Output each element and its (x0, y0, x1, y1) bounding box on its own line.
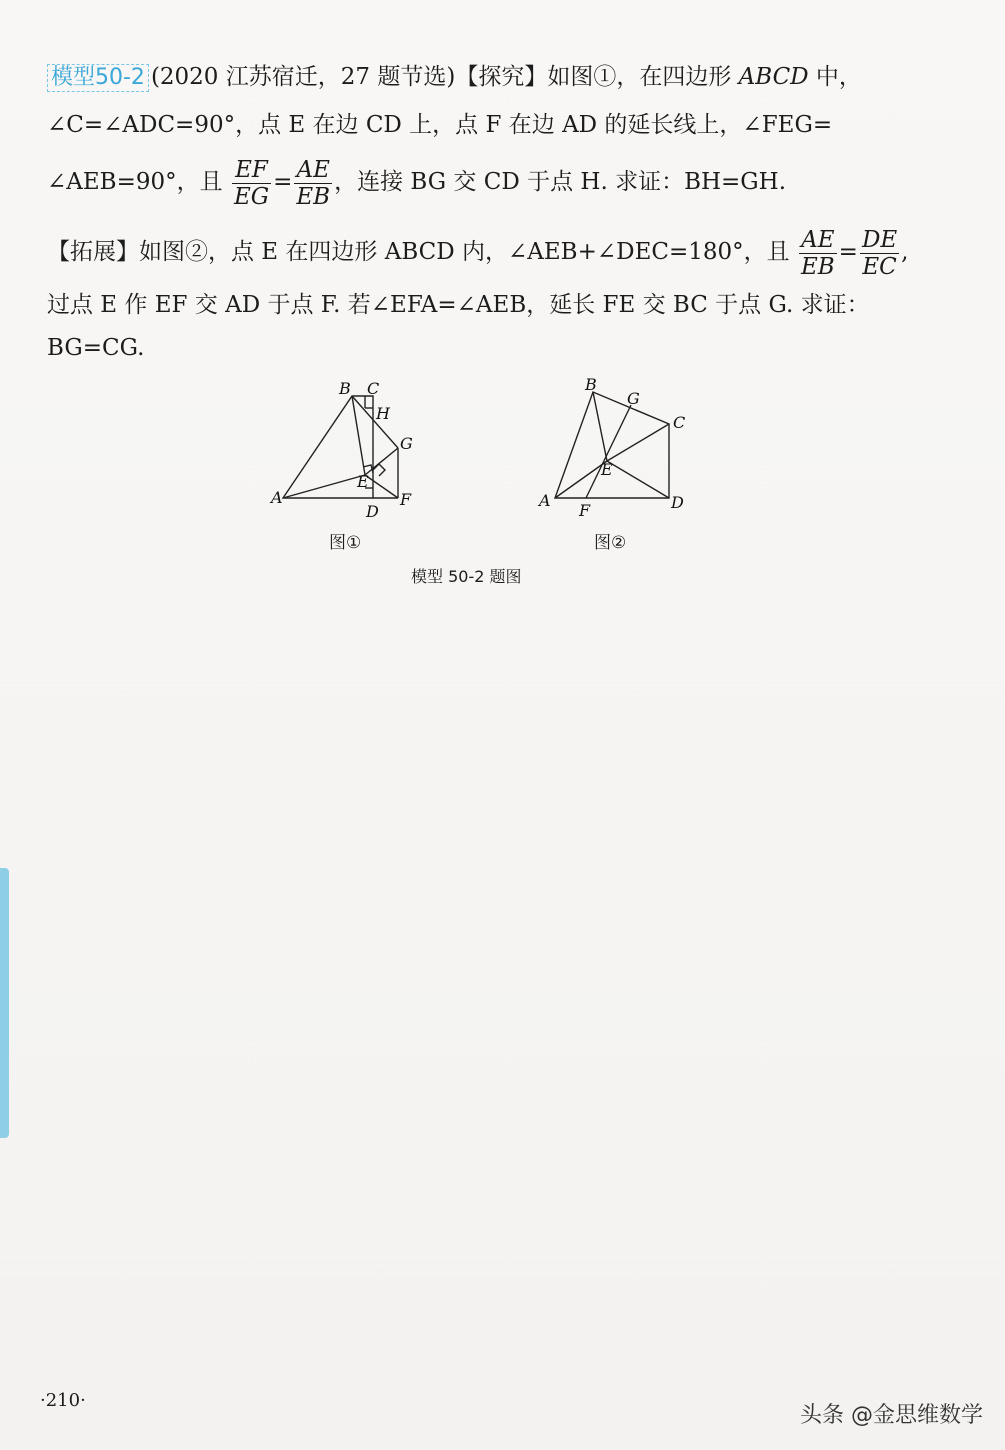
segment-ce-2 (607, 424, 669, 461)
page-number: ·210· (40, 1390, 86, 1411)
fraction-ae-eb (294, 157, 332, 210)
explore-line3-end: ，连接 BG 交 CD 于点 H. 求证：BH=GH. (334, 169, 787, 195)
extend-line-2: 过点 E 作 EF 交 AD 于点 F. 若∠EFA=∠AEB，延长 FE 交 BC 于点 G. 求证： (47, 292, 870, 318)
point-e: E (357, 472, 369, 491)
fraction-ae-eb-2 (799, 227, 837, 280)
segment-be-2 (593, 392, 607, 461)
point-c: C (367, 379, 380, 398)
problem-line-2: ∠C=∠ADC=90°，点 E 在边 CD 上，点 F 在边 AD 的延长线上，∠FEG= (47, 112, 833, 138)
point-g: G (400, 434, 413, 453)
explore-label: 【探究】 (455, 64, 548, 90)
point-a: A (271, 488, 283, 507)
figure-caption: 模型 50-2 题图 (411, 567, 522, 586)
point-e-2: E (601, 460, 613, 479)
frac2-den: EB (296, 183, 331, 210)
point-g-2: G (627, 389, 640, 408)
explore-text: 如图①，在四边形 (547, 64, 732, 90)
fraction-de-ec (860, 227, 899, 280)
explore-text-end: 中， (815, 64, 862, 90)
frac1-den: EG (233, 183, 270, 210)
problem-line-3: ∠AEB=90°，且 $\frac{EF}{EG}$ = $\frac{AE}{EB}$ ，连接 BG 交 CD 于点 H. 求证：BH=GH. (47, 156, 787, 210)
problem-line-1 (47, 62, 915, 92)
point-f-2: F (579, 501, 591, 520)
figure-2-label: 图② (594, 533, 627, 553)
right-angle-feg (373, 464, 385, 476)
point-b: B (339, 379, 351, 398)
extend-line1-start: 【拓展】如图②，点 E 在四边形 ABCD 内，∠AEB+∠DEC=180°，且 (47, 239, 790, 265)
frac3-den: EB (800, 253, 835, 280)
point-h: H (376, 404, 390, 423)
segment-de-2 (607, 461, 669, 498)
figure-2-diagram (535, 372, 705, 522)
point-c-2: C (673, 413, 686, 432)
segment-ef (365, 475, 398, 498)
watermark: 头条 @金思维数学 (800, 1403, 983, 1428)
frac2-num: AE (294, 157, 332, 184)
explore-quad: ABCD (738, 64, 809, 90)
extend-line-1: 【拓展】如图②，点 E 在四边形 ABCD 内，∠AEB+∠DEC=180°，且 $\frac{AE}{EB}$ = $\frac{DE}{EC}$ , (47, 226, 909, 280)
extend-line-3: BG=CG. (47, 335, 145, 361)
segment-ae-2 (555, 461, 607, 498)
point-b-2: B (585, 375, 597, 394)
point-f: F (400, 490, 412, 509)
explore-line3-start: ∠AEB=90°，且 (47, 169, 223, 195)
frac3-num: AE (799, 227, 837, 254)
problem-source: (2020 江苏宿迁，27 题节选) (150, 64, 456, 90)
point-d: D (366, 502, 379, 521)
fraction-ef-eg (232, 157, 271, 210)
point-d-2: D (671, 493, 684, 512)
frac1-num: EF (232, 157, 271, 184)
figure-1-label: 图① (329, 533, 362, 553)
point-a-2: A (539, 491, 551, 510)
side-tab-marker (0, 868, 9, 1138)
segment-eg (365, 448, 398, 475)
segment-ae (283, 475, 365, 498)
model-tag: 模型50-2 (47, 64, 149, 92)
frac4-num: DE (861, 226, 898, 253)
frac4-den: EC (862, 253, 897, 280)
figure-1-diagram (265, 378, 435, 528)
